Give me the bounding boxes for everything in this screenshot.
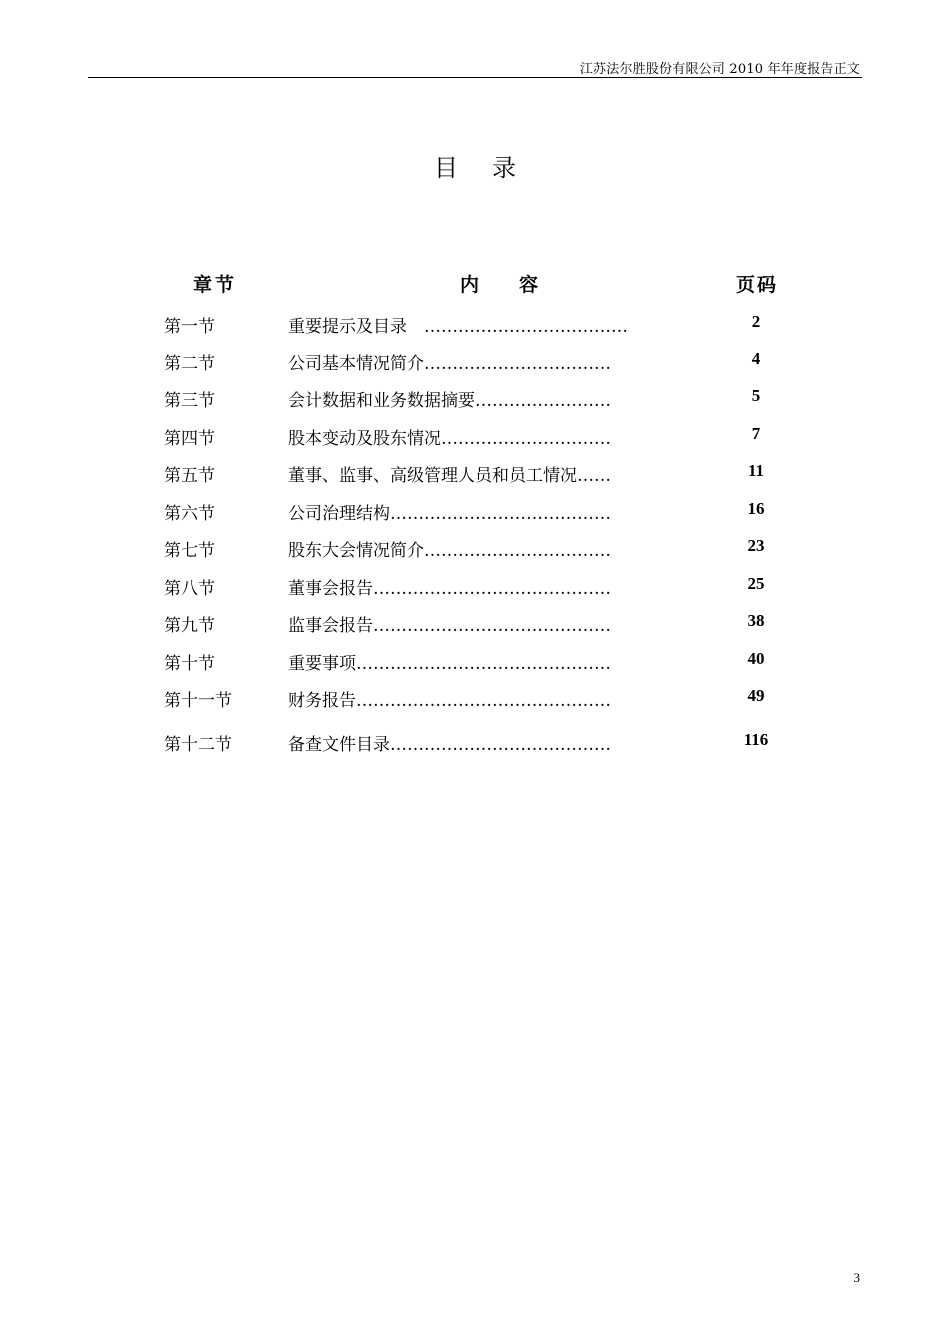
toc-entry-content: 监事会报告…………………………………… — [288, 616, 611, 636]
toc-entry-page: 23 — [747, 536, 765, 555]
toc-entry-content: 股东大会情况简介…………………………… — [288, 541, 611, 561]
toc-entry-page: 7 — [751, 424, 761, 443]
toc-entry-page: 2 — [751, 312, 761, 331]
toc-entry-chapter: 第一节 — [164, 317, 215, 337]
header-title: 江苏法尔胜股份有限公司 2010 年年度报告正文 — [579, 62, 860, 77]
toc-entry-page: 4 — [751, 349, 761, 368]
column-header-content: 内容 — [460, 274, 579, 296]
toc-entry-page: 11 — [747, 461, 765, 480]
toc-entry[interactable] — [0, 386, 950, 410]
toc-entry-content: 重要提示及目录 ……………………………… — [288, 317, 628, 337]
toc-entry-page: 49 — [747, 686, 765, 705]
toc-entry[interactable] — [0, 536, 950, 560]
toc-title: 目录 — [434, 154, 550, 182]
toc-entry-content: 董事、监事、高级管理人员和员工情况…… — [288, 466, 611, 486]
toc-entry[interactable] — [0, 649, 950, 673]
page-number: 3 — [853, 1270, 860, 1285]
toc-entry[interactable] — [0, 461, 950, 485]
toc-entry-chapter: 第六节 — [164, 504, 215, 524]
toc-entry-chapter: 第五节 — [164, 466, 215, 486]
toc-entry-chapter: 第十节 — [164, 654, 215, 674]
toc-entry[interactable] — [0, 730, 950, 754]
toc-entry[interactable] — [0, 349, 950, 373]
toc-entry-page: 5 — [751, 386, 761, 405]
toc-entry-page: 116 — [743, 730, 769, 749]
toc-entry-content: 公司治理结构………………………………… — [288, 504, 611, 524]
toc-entry-content: 重要事项……………………………………… — [288, 654, 611, 674]
toc-entry-content: 备查文件目录………………………………… — [288, 735, 611, 755]
toc-entry[interactable] — [0, 312, 950, 336]
toc-entry-chapter: 第十一节 — [164, 691, 232, 711]
toc-entry-content: 会计数据和业务数据摘要…………………… — [288, 391, 611, 411]
toc-entry[interactable] — [0, 611, 950, 635]
column-header-page: 页码 — [736, 274, 779, 296]
toc-entry-page: 40 — [747, 649, 765, 668]
toc-entry-content: 董事会报告…………………………………… — [288, 579, 611, 599]
toc-entry-chapter: 第三节 — [164, 391, 215, 411]
toc-entry-chapter: 第二节 — [164, 354, 215, 374]
toc-entry-content: 公司基本情况简介…………………………… — [288, 354, 611, 374]
toc-entry-page: 16 — [747, 499, 765, 518]
header-divider — [88, 77, 862, 78]
toc-entry-chapter: 第八节 — [164, 579, 215, 599]
toc-entry[interactable] — [0, 686, 950, 710]
toc-entry[interactable] — [0, 424, 950, 448]
toc-entry-content: 股本变动及股东情况………………………… — [288, 429, 611, 449]
column-header-chapter: 章节 — [193, 274, 238, 296]
toc-entry-page: 38 — [747, 611, 765, 630]
toc-entry-page: 25 — [747, 574, 765, 593]
toc-entry[interactable] — [0, 499, 950, 523]
toc-entry[interactable] — [0, 574, 950, 598]
toc-entry-chapter: 第四节 — [164, 429, 215, 449]
toc-entry-chapter: 第十二节 — [164, 735, 232, 755]
toc-entry-chapter: 第七节 — [164, 541, 215, 561]
toc-entry-chapter: 第九节 — [164, 616, 215, 636]
toc-entry-content: 财务报告……………………………………… — [288, 691, 611, 711]
